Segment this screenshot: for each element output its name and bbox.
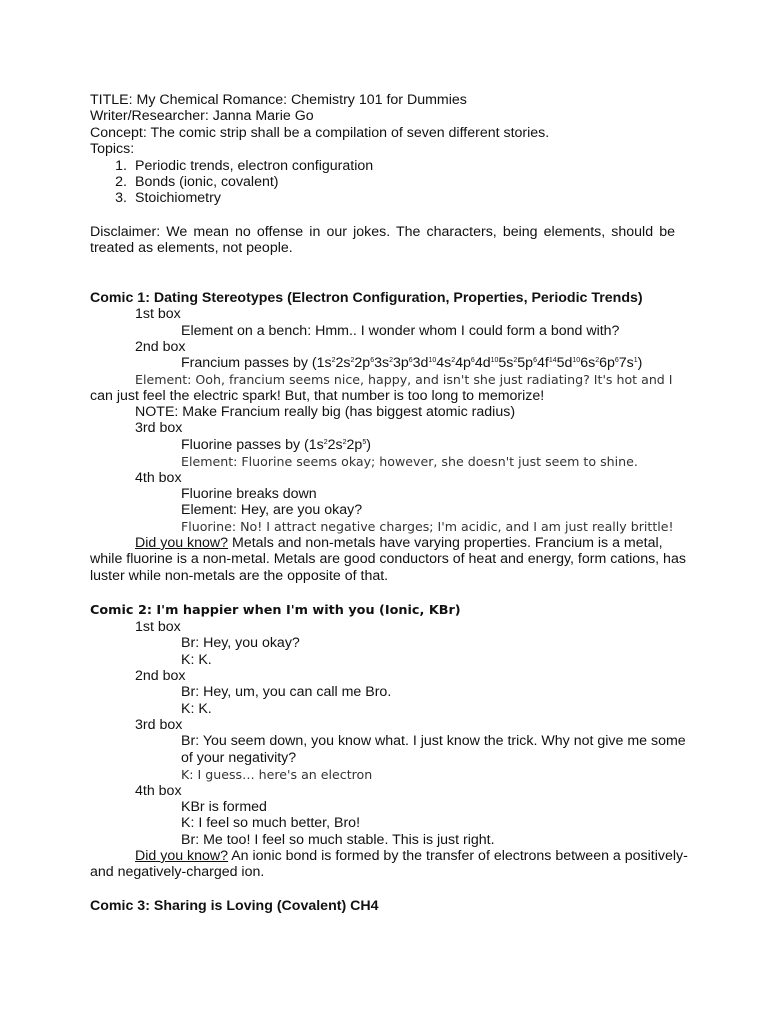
- orbital-electron-count: 2: [342, 439, 347, 446]
- orbital: 3d: [412, 355, 429, 371]
- box-label: 1st box: [135, 619, 181, 635]
- dialogue-line: Element: Ooh, francium seems nice, happy, and isn't she just radiating? It's hot and I: [135, 372, 673, 387]
- dialogue-line: Br: Me too! I feel so much stable. This is just right.: [181, 832, 495, 848]
- dialogue-line: can just feel the electric spark! But, that number is too long to memorize!: [90, 388, 545, 404]
- doc-title: TITLE: My Chemical Romance: Chemistry 101 for Dummies: [90, 92, 467, 108]
- orbital: 1s: [316, 355, 332, 371]
- writer-line: Writer/Researcher: Janna Marie Go: [90, 108, 314, 124]
- fluorine-config-line: [181, 437, 371, 453]
- orbital-electron-count: 6: [408, 357, 413, 364]
- orbital: 4s: [436, 355, 452, 371]
- dialogue-line: K: K.: [181, 652, 212, 668]
- orbital: 2p: [346, 437, 363, 453]
- orbital: 4p: [455, 355, 471, 371]
- orbital: 2s: [335, 355, 351, 371]
- orbital-electron-count: 6: [470, 357, 475, 364]
- did-you-know-text: Metals and non-metals have varying properties. Francium is a metal,: [228, 535, 663, 551]
- note-line: NOTE: Make Francium really big (has biggest atomic radius): [135, 404, 516, 420]
- box-label: 3rd box: [135, 420, 183, 436]
- did-you-know-text: while fluorine is a non-metal. Metals are good conductors of heat and energy, form cations, has: [90, 551, 686, 567]
- orbital: 5d: [556, 355, 573, 371]
- dialogue-line: Element: Fluorine seems okay; however, she doesn't just seem to shine.: [181, 454, 638, 469]
- orbital: 5s: [498, 355, 514, 371]
- francium-electron-configuration: [317, 355, 638, 371]
- dialogue-line: Element on a bench: Hmm.. I wonder whom I could form a bond with?: [181, 323, 620, 339]
- did-you-know-text: luster while non-metals are the opposite of that.: [90, 568, 389, 584]
- comic-2-heading: Comic 2: I'm happier when I'm with you (Ionic, KBr): [90, 603, 461, 618]
- did-you-know-text: and negatively-charged ion.: [90, 864, 265, 880]
- dialogue-line: K: I guess… here's an electron: [181, 767, 373, 782]
- dialogue-line: Br: Hey, um, you can call me Bro.: [181, 684, 392, 700]
- orbital-electron-count: 2: [350, 357, 355, 364]
- topic-number: 1.: [115, 158, 127, 174]
- orbital-electron-count: 10: [490, 357, 499, 364]
- topic-item: Periodic trends, electron configuration: [135, 158, 374, 174]
- orbital-electron-count: 1: [633, 357, 638, 364]
- orbital-electron-count: 10: [572, 357, 581, 364]
- did-you-know-label: Did you know?: [135, 535, 229, 551]
- config-suffix: ): [637, 355, 643, 371]
- orbital-electron-count: 2: [389, 357, 393, 364]
- orbital-electron-count: 2: [595, 357, 600, 364]
- dialogue-line: Fluorine breaks down: [181, 486, 317, 502]
- orbital-electron-count: 2: [451, 357, 456, 364]
- box-label: 3rd box: [135, 717, 183, 733]
- orbital: 6s: [580, 355, 596, 371]
- comic-3-heading: Comic 3: Sharing is Loving (Covalent) CH4: [90, 898, 379, 914]
- config-prefix: Fluorine passes by (: [181, 437, 309, 453]
- orbital: 4f: [536, 355, 549, 371]
- orbital: 3p: [392, 355, 409, 371]
- dialogue-line: K: I feel so much better, Bro!: [181, 815, 361, 831]
- did-you-know-line: [135, 848, 688, 864]
- topic-item: Stoichiometry: [135, 190, 221, 206]
- francium-config-line: [181, 355, 642, 371]
- orbital: 1s: [308, 437, 324, 453]
- orbital: 3s: [374, 355, 390, 371]
- orbital: 2s: [327, 437, 343, 453]
- topic-number: 2.: [115, 174, 127, 190]
- did-you-know-line: [135, 535, 663, 551]
- orbital: 4d: [474, 355, 491, 371]
- disclaimer-line: Disclaimer: We mean no offense in our jokes. The characters, being elements, should be: [90, 224, 675, 240]
- topics-label: Topics:: [90, 141, 135, 157]
- box-label: 4th box: [135, 783, 182, 799]
- disclaimer-line: treated as elements, not people.: [90, 240, 293, 256]
- orbital: 2p: [354, 355, 371, 371]
- orbital-electron-count: 6: [614, 357, 619, 364]
- did-you-know-text: An ionic bond is formed by the transfer of electrons between a positively-: [228, 848, 688, 864]
- fluorine-electron-configuration: [309, 437, 366, 453]
- orbital: 6p: [599, 355, 615, 371]
- box-label: 4th box: [135, 470, 182, 486]
- dialogue-line: of your negativity?: [181, 750, 297, 766]
- orbital-electron-count: 2: [323, 439, 328, 446]
- config-prefix: Francium passes by (: [181, 355, 317, 371]
- dialogue-line: Br: You seem down, you know what. I just know the trick. Why not give me some: [181, 733, 686, 749]
- orbital: 7s: [618, 355, 634, 371]
- box-label: 1st box: [135, 306, 181, 322]
- orbital-electron-count: 14: [548, 357, 557, 364]
- orbital-electron-count: 2: [331, 357, 336, 364]
- orbital: 5p: [517, 355, 534, 371]
- concept-line: Concept: The comic strip shall be a compilation of seven different stories.: [90, 125, 550, 141]
- orbital-electron-count: 2: [513, 357, 518, 364]
- box-label: 2nd box: [135, 668, 186, 684]
- comic-1-heading: Comic 1: Dating Stereotypes (Electron Configuration, Properties, Periodic Trends): [90, 290, 643, 306]
- orbital-electron-count: 6: [533, 357, 537, 364]
- orbital-electron-count: 5: [362, 439, 367, 446]
- topic-number: 3.: [115, 190, 127, 206]
- dialogue-line: K: K.: [181, 701, 212, 717]
- box-label: 2nd box: [135, 339, 186, 355]
- config-suffix: ): [366, 437, 371, 453]
- dialogue-line: Fluorine: No! I attract negative charges; I'm acidic, and I am just really brittle!: [181, 519, 674, 534]
- did-you-know-label: Did you know?: [135, 848, 229, 864]
- orbital-electron-count: 6: [370, 357, 375, 364]
- dialogue-line: Br: Hey, you okay?: [181, 635, 300, 651]
- orbital-electron-count: 10: [428, 357, 437, 364]
- dialogue-line: KBr is formed: [181, 799, 267, 815]
- dialogue-line: Element: Hey, are you okay?: [181, 502, 363, 518]
- topic-item: Bonds (ionic, covalent): [135, 174, 279, 190]
